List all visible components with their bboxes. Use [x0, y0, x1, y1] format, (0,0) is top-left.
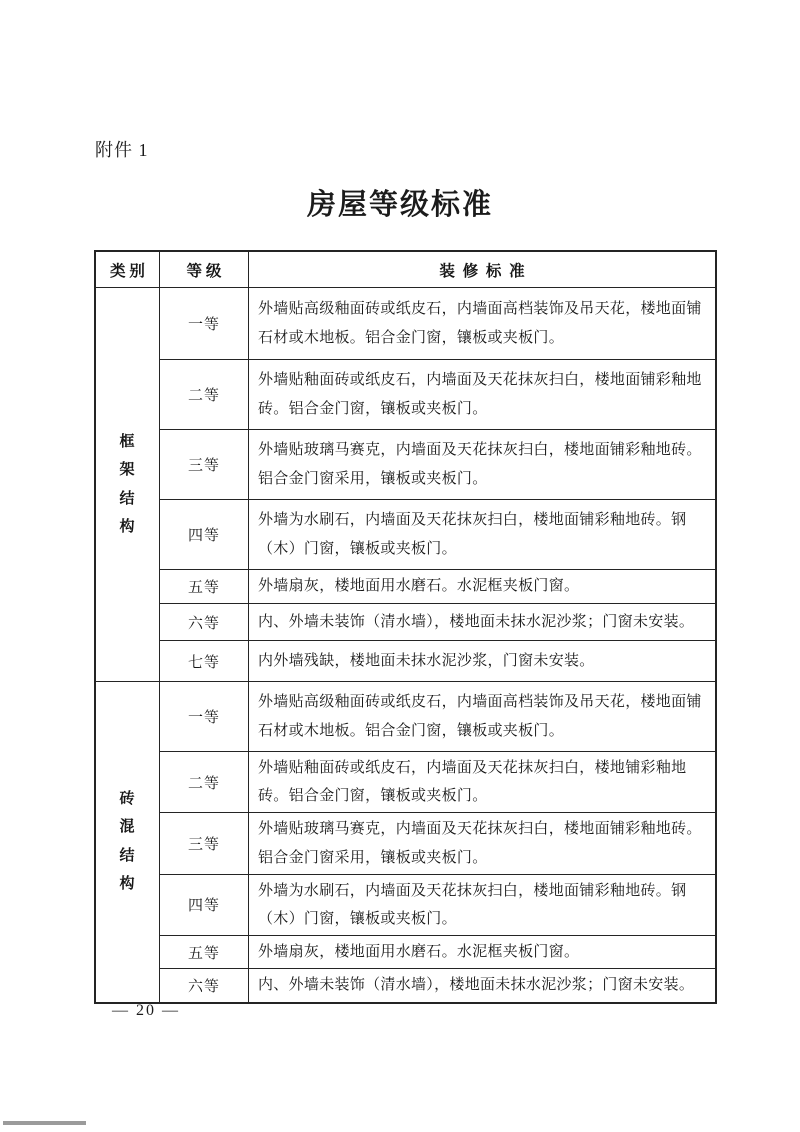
scan-artifact-bar: [3, 1121, 86, 1125]
header-category: 类 别: [95, 251, 160, 288]
grade-cell: 五等: [160, 570, 249, 604]
table-row: [95, 360, 716, 430]
standard-cell: 外墙扇灰，楼地面用水磨石。水泥框夹板门窗。: [249, 570, 717, 604]
standard-cell: 内外墙残缺，楼地面未抹水泥沙浆，门窗未安装。: [249, 641, 717, 682]
standard-cell: 外墙为水刷石，内墙面及天花抹灰扫白，楼地面铺彩釉地砖。钢（木）门窗，镶板或夹板门。: [249, 874, 717, 935]
category-cell-frame: [95, 288, 160, 682]
document-title: 房屋等级标准: [306, 189, 493, 221]
header-standard: 装 修 标 准: [249, 251, 717, 288]
category-cell-brick: [95, 682, 160, 1003]
grade-cell: 六等: [160, 969, 249, 1003]
standard-cell: 外墙贴高级釉面砖或纸皮石，内墙面高档装饰及吊天花，楼地面铺石材或木地板。铝合金门窗，镶板或夹板门。: [249, 288, 717, 360]
grade-standard-table: [94, 250, 717, 1004]
standard-cell: 外墙贴高级釉面砖或纸皮石，内墙面高档装饰及吊天花，楼地面铺石材或木地板。铝合金门窗，镶板或夹板门。: [249, 682, 717, 752]
grade-cell: 二等: [160, 360, 249, 430]
table-row: [95, 813, 716, 874]
standard-cell: 外墙为水刷石，内墙面及天花抹灰扫白，楼地面铺彩釉地砖。钢（木）门窗，镶板或夹板门。: [249, 500, 717, 570]
standard-cell: 外墙贴釉面砖或纸皮石，内墙面及天花抹灰扫白，楼地面铺彩釉地砖。铝合金门窗，镶板或夹板门。: [249, 360, 717, 430]
grade-table-container: [94, 250, 707, 1004]
table-header-row: [95, 251, 716, 288]
grade-cell: 一等: [160, 682, 249, 752]
grade-cell: 三等: [160, 430, 249, 500]
grade-cell: 二等: [160, 752, 249, 813]
table-row: [95, 430, 716, 500]
page-number: — 20 —: [112, 1002, 180, 1019]
grade-cell: 七等: [160, 641, 249, 682]
table-row: [95, 682, 716, 752]
table-row: [95, 500, 716, 570]
category-label: 框架结构: [119, 433, 136, 535]
table-row: [95, 604, 716, 641]
grade-cell: 五等: [160, 936, 249, 969]
table-row: [95, 874, 716, 935]
category-label: 砖混结构: [119, 790, 136, 893]
standard-cell: 内、外墙未装饰（清水墙），楼地面未抹水泥沙浆；门窗未安装。: [249, 604, 717, 641]
table-row: [95, 641, 716, 682]
grade-cell: 六等: [160, 604, 249, 641]
table-row: [95, 936, 716, 969]
grade-cell: 三等: [160, 813, 249, 874]
grade-cell: 四等: [160, 874, 249, 935]
standard-cell: 外墙贴釉面砖或纸皮石，内墙面及天花抹灰扫白，楼地铺彩釉地砖。铝合金门窗，镶板或夹板门。: [249, 752, 717, 813]
table-row: [95, 288, 716, 360]
standard-cell: 内、外墙未装饰（清水墙），楼地面未抹水泥沙浆；门窗未安装。: [249, 969, 717, 1003]
standard-cell: 外墙贴玻璃马赛克，内墙面及天花抹灰扫白，楼地面铺彩釉地砖。铝合金门窗采用，镶板或夹板门。: [249, 813, 717, 874]
table-row: [95, 570, 716, 604]
attachment-label: 附件 1: [95, 140, 149, 160]
table-row: [95, 752, 716, 813]
standard-cell: 外墙扇灰，楼地面用水磨石。水泥框夹板门窗。: [249, 936, 717, 969]
grade-cell: 四等: [160, 500, 249, 570]
standard-cell: 外墙贴玻璃马赛克，内墙面及天花抹灰扫白，楼地面铺彩釉地砖。铝合金门窗采用，镶板或夹板门。: [249, 430, 717, 500]
grade-cell: 一等: [160, 288, 249, 360]
table-row: [95, 969, 716, 1003]
header-grade: 等 级: [160, 251, 249, 288]
